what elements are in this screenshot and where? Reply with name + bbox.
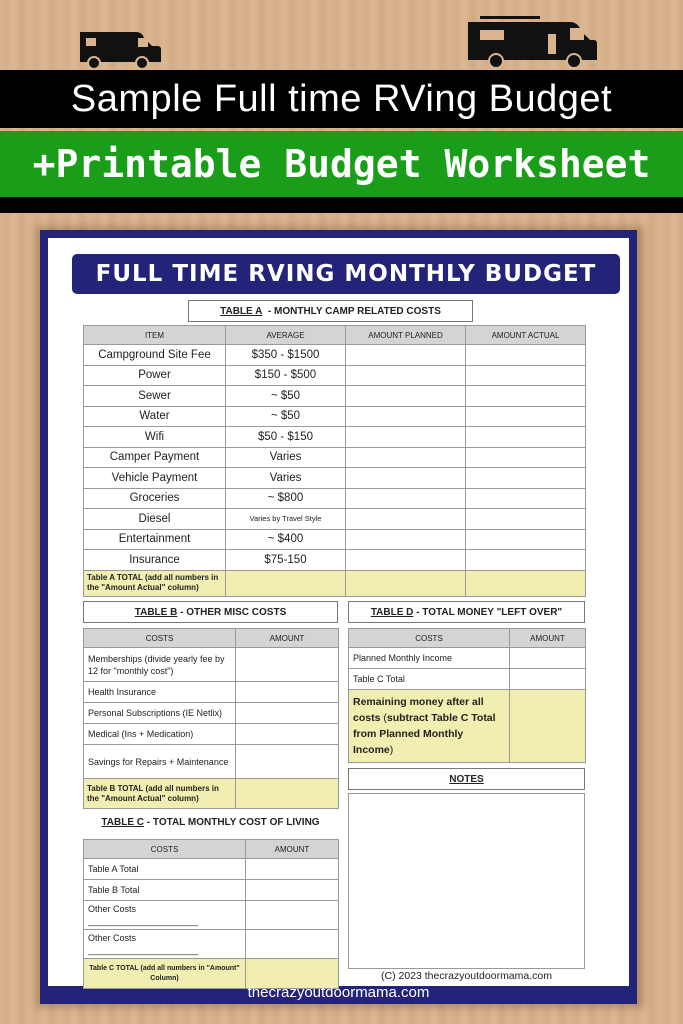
total-cell[interactable] — [236, 779, 339, 809]
amount-cell[interactable] — [246, 930, 339, 959]
table-b-total-note: (add all numbers in the "Amount Actual" column) — [87, 783, 219, 803]
table-a-caption-text: - MONTHLY CAMP RELATED COSTS — [267, 305, 441, 317]
table-row — [84, 880, 339, 901]
table-d-caption-text: - TOTAL MONEY "LEFT OVER" — [416, 606, 563, 618]
table-row — [84, 745, 339, 779]
average-cell: Varies — [226, 447, 346, 468]
cost-label: Table C Total — [349, 669, 510, 690]
table-row — [84, 386, 586, 407]
budget-sheet — [48, 238, 629, 986]
average-cell: ~ $50 — [226, 406, 346, 427]
remaining-money-label — [349, 690, 510, 763]
planned-cell[interactable] — [346, 427, 466, 448]
remaining-amount-cell[interactable] — [510, 690, 586, 763]
planned-cell[interactable] — [346, 488, 466, 509]
total-cell[interactable] — [226, 570, 346, 596]
cost-label: Planned Monthly Income — [349, 648, 510, 669]
table-row — [349, 648, 586, 669]
table-a-header-item: ITEM — [84, 326, 226, 345]
actual-cell[interactable] — [466, 447, 586, 468]
notes-label: NOTES — [449, 773, 484, 785]
table-d-header-costs: COSTS — [349, 629, 510, 648]
table-row — [84, 447, 586, 468]
table-b-total-row — [84, 779, 339, 809]
remaining-bold-1: Remaining money after all costs — [353, 696, 484, 724]
cost-label: Personal Subscriptions (IE Netlix) — [84, 703, 236, 724]
average-cell: $150 - $500 — [226, 365, 346, 386]
amount-cell[interactable] — [236, 648, 339, 682]
item-cell: Insurance — [84, 550, 226, 571]
cost-label: Table A Total — [84, 859, 246, 880]
table-a-header-average: AVERAGE — [226, 326, 346, 345]
table-b — [83, 628, 339, 809]
actual-cell[interactable] — [466, 468, 586, 489]
item-cell: Entertainment — [84, 529, 226, 550]
cost-label: Other Costs ______________________ — [84, 901, 246, 930]
table-row — [84, 724, 339, 745]
table-c-caption-text: - TOTAL MONTHLY COST OF LIVING — [146, 816, 320, 828]
actual-cell[interactable] — [466, 427, 586, 448]
table-row — [349, 669, 586, 690]
planned-cell[interactable] — [346, 386, 466, 407]
cost-label: Health Insurance — [84, 682, 236, 703]
remaining-bold-2: subtract Table C Total from Planned Monthly Income — [353, 712, 496, 756]
table-row — [84, 468, 586, 489]
table-a-header-planned: AMOUNT PLANNED — [346, 326, 466, 345]
table-row — [84, 365, 586, 386]
table-a-caption — [188, 300, 473, 322]
table-row — [84, 406, 586, 427]
average-cell: ~ $50 — [226, 386, 346, 407]
actual-cell[interactable] — [466, 488, 586, 509]
table-c-total-bold: Table C TOTAL — [89, 964, 139, 972]
table-row — [84, 930, 339, 959]
cost-label: Table B Total — [84, 880, 246, 901]
rv-small-icon — [78, 28, 162, 70]
cost-label: Savings for Repairs + Maintenance — [84, 745, 236, 779]
table-a-total-bold: Table A TOTAL — [87, 573, 143, 582]
table-c — [83, 839, 339, 989]
table-row — [84, 550, 586, 571]
amount-cell[interactable] — [510, 669, 586, 690]
table-row — [84, 345, 586, 366]
item-cell: Water — [84, 406, 226, 427]
table-row — [84, 682, 339, 703]
table-c-total-note: (add all numbers in "Amount" Column) — [138, 964, 240, 982]
planned-cell[interactable] — [346, 345, 466, 366]
item-cell: Diesel — [84, 509, 226, 530]
table-row — [84, 427, 586, 448]
table-d-remaining-row — [349, 690, 586, 763]
banner-subtitle: +Printable Budget Worksheet — [0, 131, 683, 197]
table-a — [83, 325, 586, 597]
table-b-total-label — [84, 779, 236, 809]
table-b-header-amount: AMOUNT — [236, 629, 339, 648]
average-cell: Varies — [226, 468, 346, 489]
total-cell[interactable] — [466, 570, 586, 596]
item-cell: Camper Payment — [84, 447, 226, 468]
banner-title: Sample Full time RVing Budget — [0, 70, 683, 128]
table-d — [348, 628, 586, 763]
item-cell: Power — [84, 365, 226, 386]
table-c-header-amount: AMOUNT — [246, 840, 339, 859]
table-a-total-row — [84, 570, 586, 596]
average-cell: Varies by Travel Style — [226, 509, 346, 530]
notes-caption — [348, 768, 585, 790]
sheet-title: FULL TIME RVING MONTHLY BUDGET — [72, 254, 620, 294]
amount-cell[interactable] — [236, 682, 339, 703]
actual-cell[interactable] — [466, 406, 586, 427]
actual-cell[interactable] — [466, 386, 586, 407]
cost-label: Other Costs ______________________ — [84, 930, 246, 959]
table-row — [84, 703, 339, 724]
amount-cell[interactable] — [236, 703, 339, 724]
table-a-total-label — [84, 570, 226, 596]
table-d-caption — [348, 601, 585, 623]
table-a-header-actual: AMOUNT ACTUAL — [466, 326, 586, 345]
item-cell: Vehicle Payment — [84, 468, 226, 489]
actual-cell[interactable] — [466, 345, 586, 366]
item-cell: Sewer — [84, 386, 226, 407]
table-row — [84, 859, 339, 880]
footer-url[interactable]: thecrazyoutdoormama.com — [247, 984, 430, 1001]
table-row — [84, 509, 586, 530]
table-b-caption-text: - OTHER MISC COSTS — [180, 606, 287, 618]
item-cell: Campground Site Fee — [84, 345, 226, 366]
planned-cell[interactable] — [346, 406, 466, 427]
table-b-id: TABLE B — [134, 606, 178, 618]
total-cell[interactable] — [346, 570, 466, 596]
planned-cell[interactable] — [346, 509, 466, 530]
table-b-caption — [83, 601, 338, 623]
average-cell: $350 - $1500 — [226, 345, 346, 366]
actual-cell[interactable] — [466, 365, 586, 386]
average-cell: $50 - $150 — [226, 427, 346, 448]
banner-divider — [0, 197, 683, 213]
actual-cell[interactable] — [466, 550, 586, 571]
table-row — [84, 488, 586, 509]
planned-cell[interactable] — [346, 365, 466, 386]
table-c-header-costs: COSTS — [84, 840, 246, 859]
amount-cell[interactable] — [236, 724, 339, 745]
table-a-id: TABLE A — [220, 305, 263, 317]
planned-cell[interactable] — [346, 529, 466, 550]
amount-cell[interactable] — [246, 880, 339, 901]
actual-cell[interactable] — [466, 529, 586, 550]
amount-cell[interactable] — [236, 745, 339, 779]
budget-sheet-frame — [40, 230, 637, 1004]
table-a-total-note: (add all numbers in the "Amount Actual" column) — [87, 573, 219, 592]
item-cell: Groceries — [84, 488, 226, 509]
amount-cell[interactable] — [510, 648, 586, 669]
notes-area[interactable] — [348, 793, 585, 969]
cost-label: Medical (Ins + Medication) — [84, 724, 236, 745]
actual-cell[interactable] — [466, 509, 586, 530]
table-b-header-costs: COSTS — [84, 629, 236, 648]
average-cell: ~ $800 — [226, 488, 346, 509]
table-b-total-bold: Table B TOTAL — [87, 783, 144, 793]
table-d-header-amount: AMOUNT — [510, 629, 586, 648]
table-row — [84, 529, 586, 550]
amount-cell[interactable] — [246, 901, 339, 930]
cost-label: Memberships (divide yearly fee by 12 for "monthly cost") — [84, 648, 236, 682]
table-row — [84, 901, 339, 930]
average-cell: $75-150 — [226, 550, 346, 571]
copyright-text: (C) 2023 thecrazyoutdoormama.com — [381, 970, 552, 982]
amount-cell[interactable] — [246, 859, 339, 880]
table-c-id: TABLE C — [101, 816, 144, 828]
table-c-caption — [83, 812, 338, 832]
rv-large-icon — [466, 14, 598, 70]
planned-cell[interactable] — [346, 447, 466, 468]
planned-cell[interactable] — [346, 550, 466, 571]
remaining-paren-open: ( — [380, 712, 387, 724]
table-row — [84, 648, 339, 682]
remaining-paren-close: ) — [389, 744, 394, 756]
table-d-id: TABLE D — [370, 606, 414, 618]
average-cell: ~ $400 — [226, 529, 346, 550]
planned-cell[interactable] — [346, 468, 466, 489]
item-cell: Wifi — [84, 427, 226, 448]
